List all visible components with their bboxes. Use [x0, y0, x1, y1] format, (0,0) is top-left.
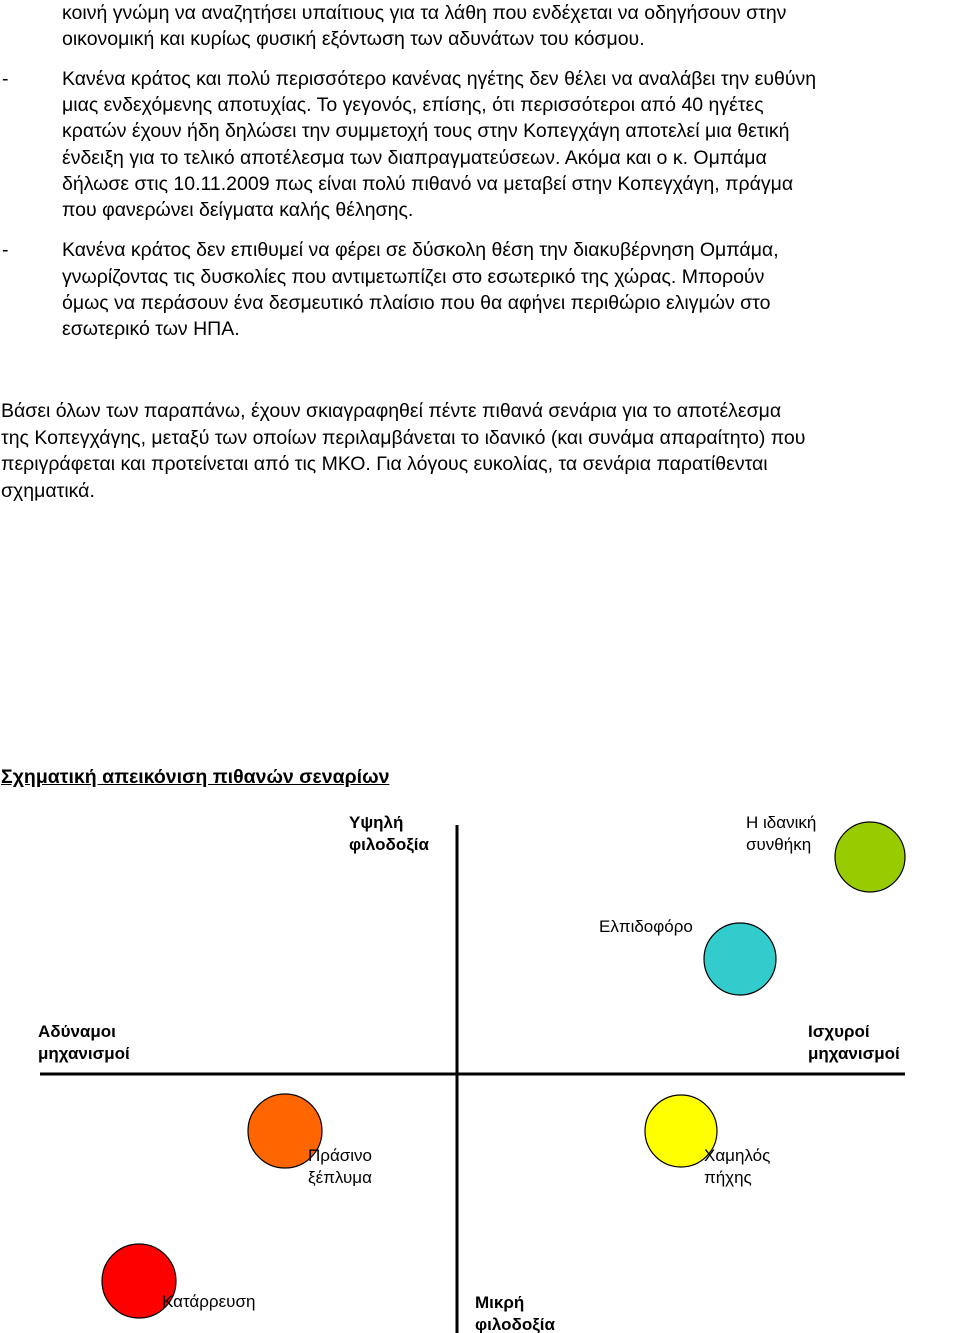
bullet-line: μιας ενδεχόμενης αποτυχίας. Το γεγονός, επίσης, ότι περισσότεροι από 40 ηγέτες — [62, 94, 764, 116]
bullet-line: που φανερώνει δείγματα καλής θέλησης. — [62, 199, 414, 221]
axis-right-label-line2: μηχανισμοί — [808, 1044, 900, 1063]
bullet-marker: - — [2, 239, 9, 261]
bullet-line: Κανένα κράτος και πολύ περισσότερο κανένας ηγέτης δεν θέλει να αναλάβει την ευθύνη — [62, 68, 817, 90]
scenario-hopeful-label: Ελπιδοφόρο — [599, 917, 693, 936]
bullet-line: όμως να περάσουν ένα δεσμευτικό πλαίσιο που θα αφήνει περιθώριο ελιγμών στο — [62, 292, 771, 314]
axis-top-label-line1: Υψηλή — [349, 813, 404, 832]
paragraph-line: περιγράφεται και προτείνεται από τις ΜΚΟ. Για λόγους ευκολίας, τα σενάρια παρατίθενται — [1, 453, 768, 475]
bullet-line: κρατών έχουν ήδη δηλώσει την συμμετοχή τους στην Κοπεγχάγη αποτελεί μια θετική — [62, 120, 790, 142]
bullet-line: Κανένα κράτος δεν επιθυμεί να φέρει σε δύσκολη θέση την διακυβέρνηση Ομπάμα, — [62, 239, 779, 261]
axis-bottom-label-line1: Μικρή — [475, 1293, 525, 1312]
scenario-collapse-label: Κατάρρευση — [162, 1292, 256, 1311]
paragraph-line: Βάσει όλων των παραπάνω, έχουν σκιαγραφηθεί πέντε πιθανά σενάρια για το αποτέλεσμα — [1, 400, 782, 422]
scenario-ideal-label-line1: Η ιδανική — [746, 813, 817, 832]
scenario-low-tone-label-line1: Χαμηλός — [704, 1146, 771, 1165]
bullet-line: γνωρίζοντας τις δυσκολίες που αντιμετωπίζει στο εσωτερικό της χώρας. Μπορούν — [62, 266, 765, 288]
bullet-line: εσωτερικό των ΗΠΑ. — [62, 318, 240, 340]
scenario-greenwash-label-line1: Πράσινο — [308, 1146, 372, 1165]
list-continuation-line: οικονομική και κυρίως φυσική εξόντωση των αδυνάτων του κόσμου. — [62, 28, 645, 50]
bullet-marker: - — [2, 68, 9, 90]
scenario-greenwash-label-line2: ξέπλυμα — [308, 1168, 372, 1187]
bullet-line: ένδειξη για το τελικό αποτέλεσμα των διαπραγματεύσεων. Ακόμα και ο κ. Ομπάμα — [62, 147, 767, 169]
bullet-line: δήλωσε στις 10.11.2009 πως είναι πολύ πιθανό να μεταβεί στην Κοπεγχάγη, πράγμα — [62, 173, 794, 195]
diagram-heading: Σχηματική απεικόνιση πιθανών σεναρίων — [1, 766, 390, 788]
scenario-diagram — [0, 800, 960, 1333]
scenario-low-tone-label-line2: πήχης — [704, 1168, 752, 1187]
list-continuation-line: κοινή γνώμη να αναζητήσει υπαίτιους για τα λάθη που ενδέχεται να οδηγήσουν στην — [62, 2, 787, 24]
axis-left-label-line1: Αδύναμοι — [38, 1022, 116, 1041]
paragraph-line: της Κοπεγχάγης, μεταξύ των οποίων περιλαμβάνεται το ιδανικό (και συνάμα απαραίτητο) που — [1, 427, 806, 449]
paragraph-line: σχηματικά. — [1, 480, 95, 502]
axis-bottom-label-line2: φιλοδοξία — [475, 1315, 555, 1333]
scenario-ideal-label-line2: συνθήκη — [746, 835, 812, 854]
axis-top-label-line2: φιλοδοξία — [349, 835, 429, 854]
scenario-ideal-marker — [835, 822, 905, 892]
axis-left-label-line2: μηχανισμοί — [38, 1044, 130, 1063]
axis-right-label-line1: Ισχυροί — [808, 1022, 870, 1041]
scenario-hopeful-marker — [704, 923, 776, 995]
